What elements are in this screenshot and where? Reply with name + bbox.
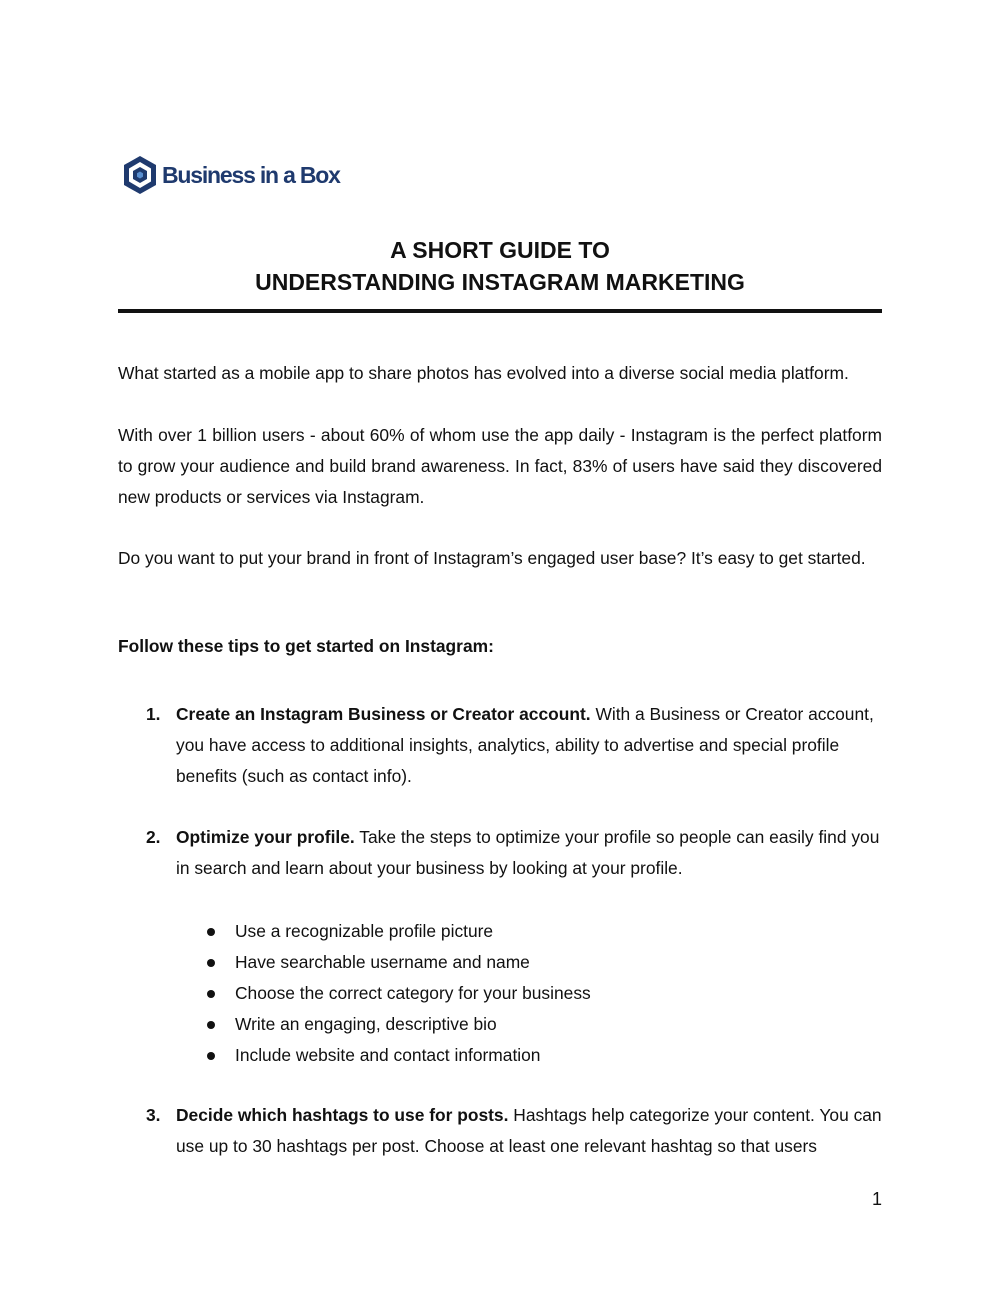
tips-heading: Follow these tips to get started on Instagram: bbox=[118, 636, 494, 656]
bullet-icon bbox=[207, 1052, 215, 1060]
page-number: 1 bbox=[871, 1189, 882, 1209]
tip-text bbox=[176, 1100, 882, 1162]
tip-number: 1. bbox=[146, 704, 161, 724]
list-item bbox=[203, 1040, 591, 1071]
list-item bbox=[203, 947, 591, 978]
title-divider bbox=[118, 309, 882, 313]
tip-heading: Optimize your profile. bbox=[176, 827, 355, 847]
tip-heading: Create an Instagram Business or Creator account. bbox=[176, 704, 591, 724]
tip-heading: Decide which hashtags to use for posts. bbox=[176, 1105, 509, 1125]
tip-text bbox=[176, 699, 882, 792]
logo-wordmark: Business in a Box bbox=[162, 161, 340, 188]
business-in-a-box-logo bbox=[122, 155, 340, 195]
title-line-1: A SHORT GUIDE TO bbox=[390, 237, 610, 263]
tip-body: Hashtags help categorize your content. You can use up to 30 hashtags per post. Choose at least one relevant hashtag so that users bbox=[176, 1105, 882, 1156]
list-item-text: Choose the correct category for your business bbox=[235, 983, 591, 1003]
profile-tips-list bbox=[203, 916, 591, 1071]
cta-paragraph: Do you want to put your brand in front of Instagram’s engaged user base? It’s easy to get started. bbox=[118, 548, 866, 568]
stats-paragraph: With over 1 billion users - about 60% of whom use the app daily - Instagram is the perfect platform to grow your audience and build brand awareness. In fact, 83% of users have said they discovered new products or services via Instagram. bbox=[118, 425, 882, 507]
document-title bbox=[118, 234, 882, 298]
bullet-icon bbox=[207, 1021, 215, 1029]
hexagon-logo-icon bbox=[122, 155, 158, 195]
list-item-text: Write an engaging, descriptive bio bbox=[235, 1014, 497, 1034]
list-item-text: Include website and contact information bbox=[235, 1045, 541, 1065]
tip-body: Take the steps to optimize your profile so people can easily find you in search and learn about your business by looking at your profile. bbox=[176, 827, 880, 878]
bullet-icon bbox=[207, 990, 215, 998]
intro-paragraph: What started as a mobile app to share photos has evolved into a diverse social media platform. bbox=[118, 363, 849, 383]
tip-number: 3. bbox=[146, 1105, 161, 1125]
tip-number: 2. bbox=[146, 827, 161, 847]
tip-body: With a Business or Creator account, you have access to additional insights, analytics, ability to advertise and special profile benefits (such as contact info). bbox=[176, 704, 874, 786]
tip-text bbox=[176, 822, 882, 884]
bullet-icon bbox=[207, 959, 215, 967]
title-line-2: UNDERSTANDING INSTAGRAM MARKETING bbox=[255, 269, 745, 295]
list-item-text: Use a recognizable profile picture bbox=[235, 921, 494, 941]
list-item-text: Have searchable username and name bbox=[235, 952, 530, 972]
bullet-icon bbox=[207, 928, 215, 936]
list-item bbox=[203, 978, 591, 1009]
list-item bbox=[203, 916, 591, 947]
list-item bbox=[203, 1009, 591, 1040]
